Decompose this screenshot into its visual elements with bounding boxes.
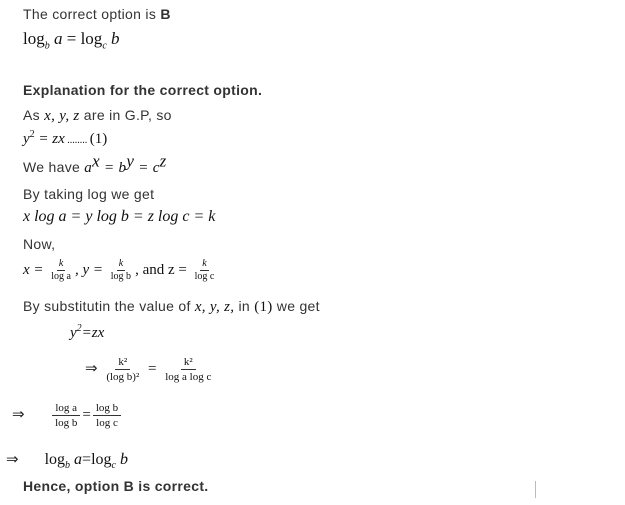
step2-r-den: log a log c (165, 371, 212, 383)
step3-left-fraction (52, 401, 80, 430)
step4-log-1: log (44, 451, 66, 468)
step2-l-den: (log b)² (106, 371, 140, 383)
log-base-2: c (102, 40, 107, 52)
step-3 (12, 401, 123, 430)
z-num: k (202, 258, 207, 269)
gp-pre: As (23, 107, 45, 123)
log-arg-1: a (53, 29, 63, 48)
step-4 (6, 450, 128, 472)
step4-base-1: b (65, 460, 71, 472)
gp-post: are in G.P, so (79, 107, 172, 123)
step2-right-fraction (162, 355, 214, 384)
eq1-lhs: y (23, 131, 30, 147)
step2-left-fraction (103, 355, 142, 384)
x-num: k (58, 258, 64, 269)
step3-r-num: log b (93, 401, 121, 416)
eq1-dots: ........ (64, 135, 90, 146)
eq1-tag: (1) (89, 131, 108, 147)
implies-arrow-icon: ⇒ (85, 358, 98, 377)
and-z-lhs: , and z = (135, 261, 191, 278)
subst-mid: in (234, 298, 255, 314)
log-2: log (80, 29, 103, 48)
x-den: log a (51, 271, 71, 282)
we-have-text: We have (23, 159, 85, 175)
answer-heading-text: The correct option is (23, 6, 161, 22)
have-b-exp: y (126, 151, 135, 171)
have-c-exp: z (159, 151, 167, 171)
gp-statement (23, 107, 172, 125)
eq1-exp: 2 (29, 129, 35, 140)
z-den: log c (194, 271, 215, 282)
equation-1 (23, 131, 107, 148)
now-text: Now, (23, 236, 56, 252)
step3-l-den: log b (55, 417, 78, 429)
step1-base: y (70, 325, 77, 341)
step4-eq: = (82, 451, 92, 468)
step-2 (85, 355, 216, 384)
step3-eq: = (82, 406, 91, 423)
step4-log-2: log (91, 451, 112, 468)
step2-r-num: k² (181, 355, 196, 370)
equals: = (62, 29, 81, 48)
conclusion: Hence, option B is correct. (23, 478, 209, 494)
log-equation: x log a = y log b = z log c = k (23, 208, 216, 225)
step-1 (70, 325, 104, 342)
y-lhs: , y = (75, 261, 107, 278)
x-lhs: x = (23, 261, 48, 278)
have-c: = c (134, 160, 160, 176)
substituting-line (23, 298, 320, 316)
step1-rhs: =zx (81, 325, 105, 341)
explanation-title: Explanation for the correct option. (23, 82, 263, 98)
we-have-line (23, 151, 167, 177)
answer-heading (23, 6, 171, 22)
log-base-1: b (44, 40, 50, 52)
xyz-fractions (23, 258, 218, 283)
step2-eq: = (144, 360, 161, 377)
subst-tag: (1) (254, 299, 273, 315)
step3-r-den: log c (96, 417, 118, 429)
step3-l-num: log a (52, 401, 80, 416)
eq1-rhs: = zx (34, 131, 65, 147)
log-1: log (23, 29, 45, 48)
gp-vars: x, y, z (44, 108, 80, 124)
y-num: k (118, 258, 124, 269)
have-a: a (84, 160, 93, 176)
have-b: = b (104, 160, 127, 176)
step3-right-fraction (93, 401, 121, 430)
log-arg-2: b (111, 29, 120, 48)
subst-post: we get (272, 298, 320, 314)
step4-base-2: c (111, 460, 116, 472)
z-fraction (193, 258, 217, 283)
step4-arg-2: b (119, 451, 128, 468)
x-fraction (49, 258, 73, 283)
subst-vars: x, y, z, (194, 299, 235, 315)
step2-l-num: k² (115, 355, 130, 370)
divider-line (535, 481, 536, 498)
y-fraction (109, 258, 133, 283)
step4-arg-1: a (74, 451, 83, 468)
have-a-exp: x (92, 151, 100, 171)
subst-pre: By substitutin the value of (23, 298, 195, 314)
implies-arrow-icon: ⇒ (6, 450, 19, 468)
answer-formula (23, 29, 120, 52)
step1-exp: 2 (76, 323, 82, 334)
answer-letter: B (160, 6, 171, 22)
implies-arrow-icon: ⇒ (12, 404, 25, 423)
y-den: log b (110, 271, 132, 282)
taking-log-text: By taking log we get (23, 186, 155, 202)
